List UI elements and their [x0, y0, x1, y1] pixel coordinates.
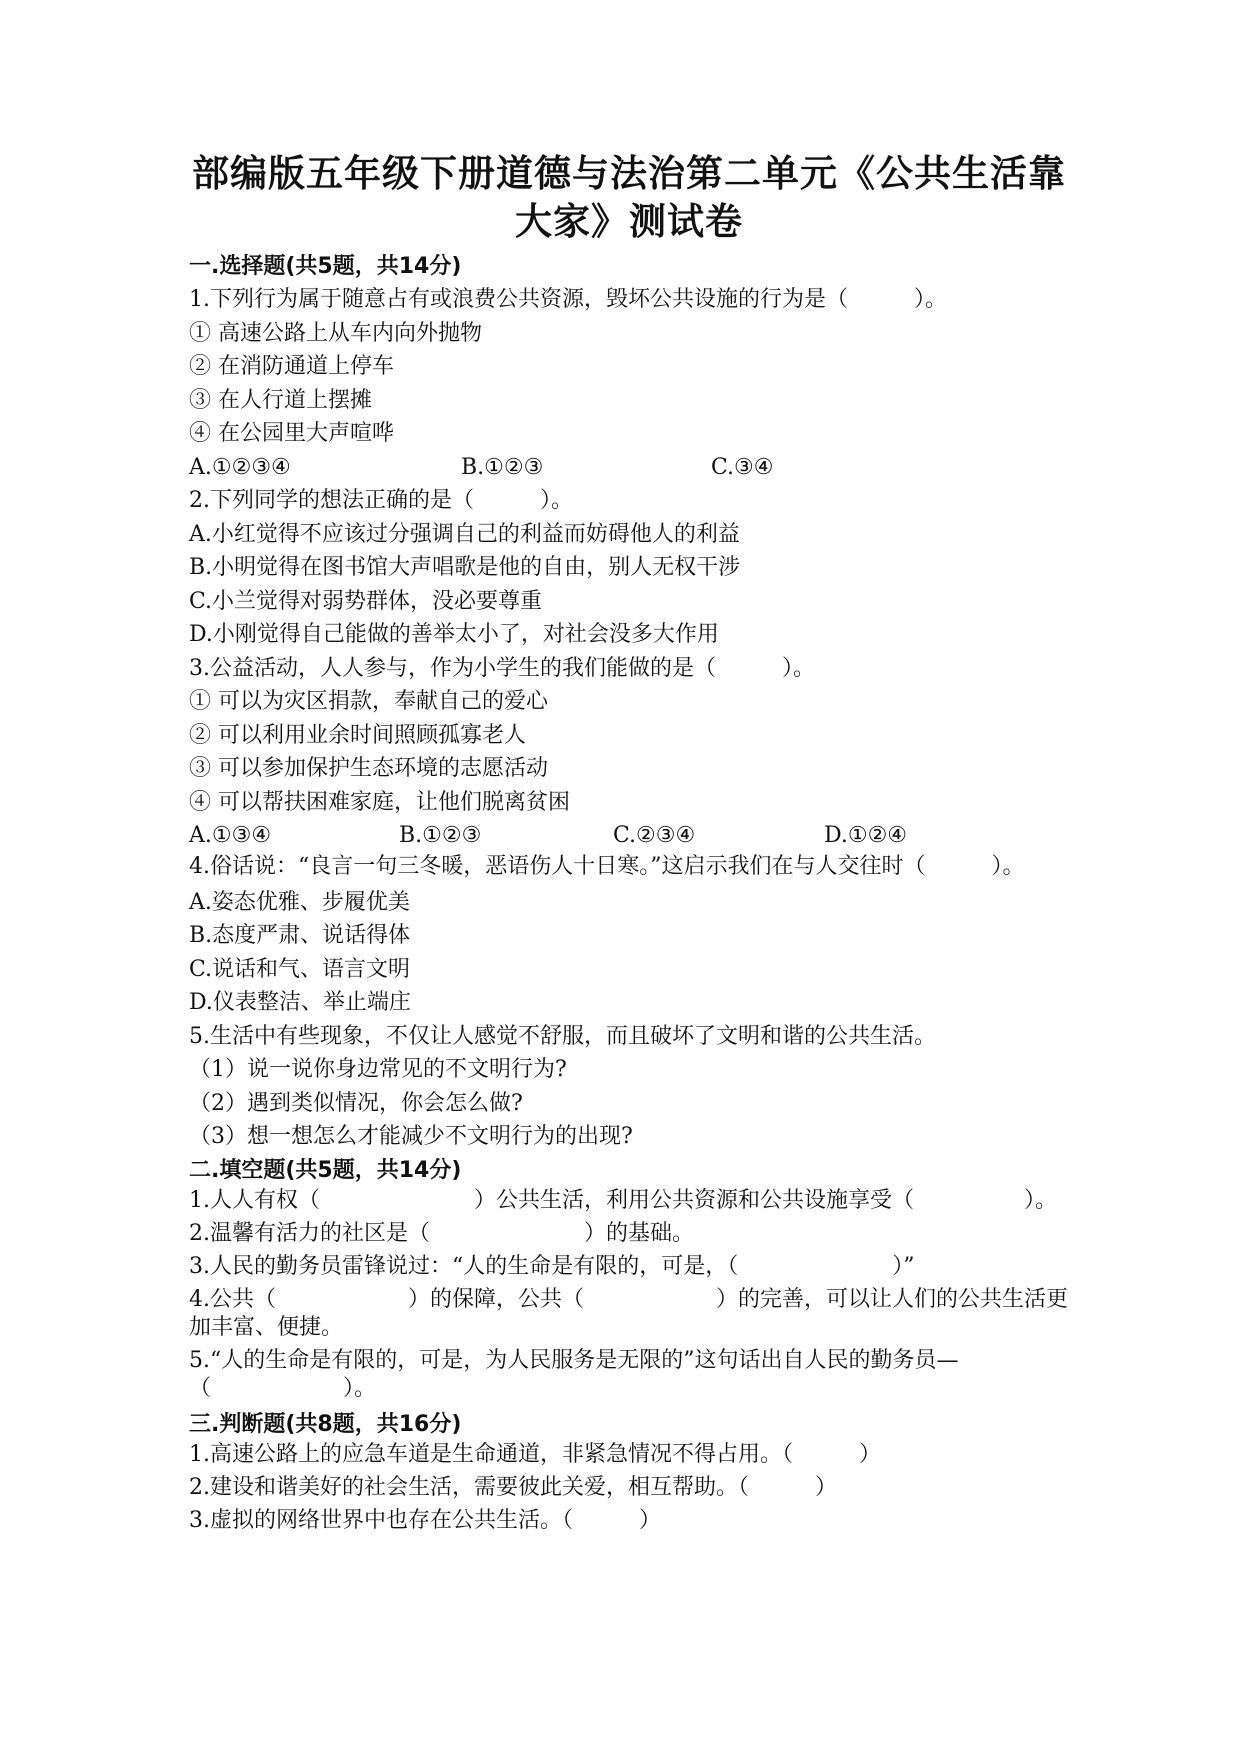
question-2 [189, 484, 1069, 652]
question-3 [189, 652, 1069, 853]
fill-item: 2.温馨有活力的社区是（ ）的基础。 [189, 1220, 694, 1246]
section-heading-judge: 三.判断题(共8题，共16分) [189, 1411, 462, 1437]
question-stem: 4.俗话说：“良言一句三冬暖，恶语伤人十日寒。”这启示我们在与人交往时（ ）。 [189, 853, 1025, 879]
statement-item: ① 可以为灾区捐款，奉献自己的爱心 [189, 689, 548, 714]
answer-options [189, 819, 1069, 853]
question-stem: 2.下列同学的想法正确的是（ ）。 [189, 488, 573, 513]
judge-list [189, 1441, 1069, 1535]
option-c: C.说话和气、语言文明 [189, 956, 411, 982]
fill-item: 5.“人的生命是有限的，可是，为人民服务是无限的”这句话出自人民的勤务员—（ ）。 [189, 1347, 959, 1401]
option-a: A.小红觉得不应该过分强调自己的利益而妨碍他人的利益 [189, 521, 740, 547]
statement-item: ④ 可以帮扶困难家庭，让他们脱离贫困 [189, 789, 570, 815]
question-stem: 1.下列行为属于随意占有或浪费公共资源，毁坏公共设施的行为是（ ）。 [189, 287, 947, 312]
option-a: A.①②③④ [189, 454, 291, 480]
sub-question: （1）说一说你身边常见的不文明行为? [189, 1057, 567, 1082]
judge-item: 3.虚拟的网络世界中也存在公共生活。（ ） [189, 1507, 661, 1533]
statement-item: ④ 在公园里大声喧哗 [189, 421, 394, 446]
sub-question: （2）遇到类似情况，你会怎么做? [189, 1090, 523, 1116]
statement-item: ② 可以利用业余时间照顾孤寡老人 [189, 722, 526, 748]
fill-item: 4.公共（ ）的保障，公共（ ）的完善，可以让人们的公共生活更加丰富、便捷。 [189, 1286, 1068, 1340]
section-heading-fill: 二.填空题(共5题，共14分) [189, 1157, 462, 1183]
judge-item: 1.高速公路上的应急车道是生命通道，非紧急情况不得占用。（ ） [189, 1441, 881, 1467]
title-line-1: 部编版五年级下册道德与法治第二单元《公共生活靠 [192, 152, 1066, 195]
option-b: B.态度严肃、说话得体 [189, 923, 411, 948]
question-stem: 3.公益活动，人人参与，作为小学生的我们能做的是（ ）。 [189, 655, 815, 681]
question-1 [189, 283, 1069, 484]
fill-item: 1.人人有权（ ）公共生活，利用公共资源和公共设施享受（ ）。 [189, 1187, 1057, 1213]
option-d: D.仪表整洁、举止端庄 [189, 990, 411, 1015]
title-line-2: 大家》测试卷 [515, 200, 743, 243]
question-stem: 5.生活中有些现象，不仅让人感觉不舒服，而且破坏了文明和谐的公共生活。 [189, 1023, 936, 1049]
exam-page [189, 150, 1069, 1540]
document-title [189, 150, 1069, 246]
option-a: A.姿态优雅、步履优美 [189, 889, 410, 915]
option-c: C.③④ [711, 454, 774, 480]
option-b: B.小明觉得在图书馆大声唱歌是他的自由，别人无权干涉 [189, 555, 741, 580]
option-c: C.②③④ [613, 823, 696, 848]
option-d: D.①②④ [824, 823, 908, 848]
statement-item: ③ 在人行道上摆摊 [189, 387, 372, 413]
option-d: D.小刚觉得自己能做的善举太小了，对社会没多大作用 [189, 622, 719, 647]
judge-item: 2.建设和谐美好的社会生活，需要彼此关爱，相互帮助。（ ） [189, 1474, 837, 1500]
statement-item: ① 高速公路上从车内向外抛物 [189, 320, 482, 346]
question-5 [189, 1020, 1069, 1154]
section-heading-choice: 一.选择题(共5题，共14分) [189, 254, 462, 279]
statement-item: ③ 可以参加保护生态环境的志愿活动 [189, 756, 548, 781]
option-b: B.①②③ [461, 454, 544, 480]
fill-blank-list [189, 1187, 1069, 1403]
sub-question: （3）想一想怎么才能减少不文明行为的出现? [189, 1124, 633, 1149]
statement-item: ② 在消防通道上停车 [189, 354, 394, 379]
question-4 [189, 853, 1069, 1020]
option-b: B.①②③ [399, 823, 482, 848]
option-a: A.①③④ [189, 823, 272, 848]
fill-item: 3.人民的勤务员雷锋说过：“人的生命是有限的，可是，（ ）” [189, 1253, 915, 1279]
answer-options [189, 451, 1069, 485]
option-c: C.小兰觉得对弱势群体，没必要尊重 [189, 588, 543, 614]
